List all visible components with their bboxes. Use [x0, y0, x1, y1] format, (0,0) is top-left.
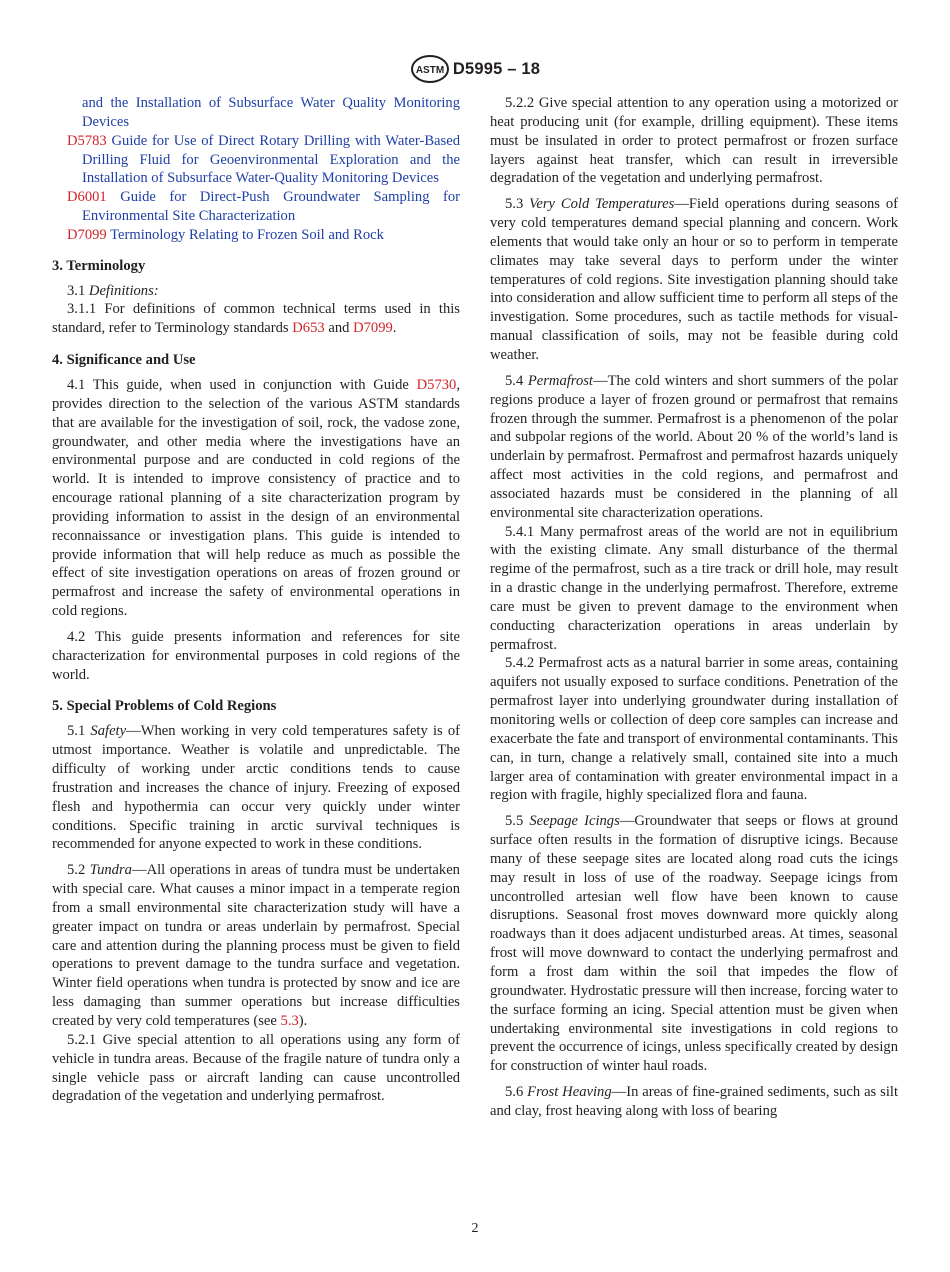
section-5-heading: 5. Special Problems of Cold Regions — [52, 698, 277, 715]
clause-number: 5.5 — [505, 813, 524, 830]
clause-number: 5.2 — [67, 862, 86, 879]
paragraph-3-1-1 — [52, 300, 460, 338]
link-5-3[interactable]: 5.3 — [280, 1012, 299, 1029]
paragraph-text: —The cold winters and short summers of the polar regions produce a layer of frozen ground or permafrost that remains frozen through the summer. Permafrost is a phenomenon of the polar and subpolar regions of the world. About 20 % of the world’s land is underlain by permafrost. Permafrost and permafrost hazards uniquely affect most activities in the cold regions, and permafrost and associated hazards must be considered in the planning of all environmental site characterization operations. — [490, 372, 898, 521]
link-d7099[interactable]: D7099 — [353, 320, 393, 337]
paragraph-5-4 — [490, 372, 898, 523]
page-number: 2 — [471, 1221, 479, 1236]
clause-label: Frost Heaving — [527, 1084, 612, 1101]
paragraph-4-2: 4.2 This guide presents information and references for site characterization for environmental purposes in cold regions of the world. — [52, 628, 460, 683]
section-4-heading: 4. Significance and Use — [52, 352, 196, 369]
clause-label: Very Cold Temperatures — [529, 196, 675, 213]
paragraph-text: . — [392, 320, 397, 337]
paragraph-5-2 — [52, 861, 460, 1031]
reference-code[interactable]: D5783 — [67, 132, 107, 149]
clause-number: 5.3 — [505, 196, 524, 213]
link-d5730[interactable]: D5730 — [416, 376, 457, 393]
clause-label: Permafrost — [527, 372, 593, 389]
paragraph-5-3 — [490, 195, 898, 365]
reference-title[interactable]: Terminology Relating to Frozen Soil and Rock — [110, 226, 384, 243]
paragraph-text: ). — [298, 1012, 308, 1029]
link-d653[interactable]: D653 — [292, 320, 325, 337]
paragraph-5-5 — [490, 812, 898, 1076]
clause-label: Definitions: — [88, 282, 159, 299]
designation: D5995 – 18 — [452, 59, 541, 78]
clause-label: Tundra — [89, 862, 132, 879]
paragraph-text: —Field operations during seasons of very cold temperatures demand special planning and concern. Work elements that would take only an hour or so to perform in temperate climates may take several days to perform under the winter temperatures of cold regions. Site investigation planning should take into consideration and allow sufficient time to perform all steps of the investigation. Some procedures, such as tactile methods for visual-manual classification of soils, may not be feasible during cold weather. — [490, 196, 898, 363]
paragraph-text: and — [324, 320, 354, 337]
reference-title[interactable]: Guide for Use of Direct Rotary Drilling with Water-Based Drilling Fluid for Geoenvironmental Exploration and the Installation of Subsurface Water-Quality Monitoring Devices — [82, 132, 460, 187]
paragraph-text: 4.1 This guide, when used in conjunction with Guide — [67, 376, 417, 393]
paragraph-text: —In areas of fine-grained sediments, such as silt and clay, frost heaving along with loss of bearing — [490, 1084, 899, 1119]
paragraph-text: —All operations in areas of tundra must be undertaken with special care. What causes a minor impact in a temperate region from a small environmental site characterization study will have a greater impact on tundra or areas underlain by permafrost. Special care and attention during the planning process must be given to field operations to prevent damage to the tundra surface and vegetation. Winter field operations when tundra is protected by snow and ice are less damaging than summer operations but increase difficulties created by very cold temperatures (see — [52, 862, 460, 1029]
clause-label: Seepage Icings — [529, 813, 620, 830]
paragraph-4-1 — [52, 376, 460, 621]
reference-title[interactable]: Guide for Direct-Push Groundwater Sampling for Environmental Site Characterization — [82, 189, 460, 225]
clause-number: 5.1 — [67, 723, 86, 740]
clause-number: 3.1 — [67, 282, 86, 299]
paragraph-text: —Groundwater that seeps or flows at ground surface often results in the formation of disruptive icings. Because many of these seepage sites are located along road cuts the icings may result in loss of use of the roadway. Seepage icings from uncontrolled artesian well flow have been known to cause disruptions. Seasonal frost moves downward more quickly along roadways than it does adjacent undisturbed areas. At times, seasonal frost will move downward to contact the underlying permafrost and form a frost dam within the soil that impedes the flow of groundwater. Hydrostatic pressure will then increase, forcing water to the surface forming an icing. Special attention must be given when undertaking environmental site investigations in cold regions to prevent the occurrence of icings, unless specifically created by design for construction of winter haul roads. — [490, 813, 899, 1075]
reference-code[interactable]: D7099 — [67, 226, 107, 243]
page-header — [0, 54, 950, 84]
reference-d6001[interactable] — [52, 188, 460, 226]
section-3-heading: 3. Terminology — [52, 257, 146, 274]
left-column — [52, 94, 460, 1106]
paragraph-5-2-1: 5.2.1 Give special attention to all operations using any form of vehicle in tundra areas. Because of the fragile nature of tundra only a single vehicle pass or aircraft landing can cause uncontrolled degradation of the vegetation and underlying permafrost. — [52, 1031, 460, 1105]
clause-number: 5.6 — [505, 1084, 524, 1101]
paragraph-text: —When working in very cold temperatures safety is of utmost importance. Weather is volatile and unpredictable. The difficulty of working under arctic conditions tends to cause frustration and increases the chance of injury. Freezing of exposed flesh and hypothermia can occur very quickly under winter conditions. Specific training in arctic survival techniques is recommended for anyone expected to work in these conditions. — [52, 723, 460, 853]
paragraph-5-4-2: 5.4.2 Permafrost acts as a natural barrier in some areas, containing aquifers not usually exposed to surface conditions. Penetration of the permafrost layer into underlying groundwater during installation of monitoring wells or collection of deep core samples can increase and exacerbate the fate and transport of environmental contaminants. This can, in turn, change a relatively small, contained site into a much larger area of contamination with greater environmental impact in a region with fragile, highly specialized flora and fauna. — [490, 655, 898, 804]
reference-d7099[interactable] — [52, 226, 460, 245]
clause-label: Safety — [90, 723, 127, 740]
svg-text:ASTM: ASTM — [415, 65, 444, 76]
paragraph-5-6 — [490, 1083, 898, 1121]
reference-code[interactable]: D6001 — [67, 189, 107, 206]
paragraph-text: 3.1.1 For definitions of common technical terms used in this standard, refer to Terminology standards — [52, 301, 460, 337]
right-column — [490, 94, 898, 1121]
paragraph-5-2-2: 5.2.2 Give special attention to any operation using a motorized or heat producing unit (for example, drilling equipment). These items must be insulated in order to protect permafrost or frozen surface layers against heat transfer, which can result in irreversible degradation of the vegetation and underlying permafrost. — [490, 95, 898, 187]
clause-number: 5.4 — [505, 372, 524, 389]
paragraph-5-1 — [52, 722, 460, 854]
astm-logo-icon — [410, 54, 450, 84]
reference-d5783[interactable] — [52, 132, 460, 189]
paragraph-5-4-1: 5.4.1 Many permafrost areas of the world are not in equilibrium with the existing climate. Any small disturbance of the thermal regime of the permafrost, such as a tire track or drill hole, may result in a drastic change in the underlying permafrost. Therefore, extreme care must be given to prevent damage to the environment when conducting characterization operations in areas underlain by permafrost. — [490, 523, 898, 653]
paragraph-text: , provides direction to the selection of the various ASTM standards that are available for the investigation of soil, rock, the vadose zone, groundwater, and other media where the investigations have an environmental purpose and are conducted in cold regions of the world. It is intended to improve consistency of practice and to encourage rational planning of a site characterization program by providing information to assist in the design of an environmental reconnaissance or investigation plans. This guide is intended to provide information that will help reduce as much as possible the effect of site investigation operations on areas of frozen ground or permafrost and increase the safety of environmental operations in cold regions. — [52, 376, 460, 620]
paragraph-3-1 — [52, 282, 460, 301]
reference-d5781-continuation[interactable]: and the Installation of Subsurface Water Quality Monitoring Devices — [82, 95, 460, 130]
